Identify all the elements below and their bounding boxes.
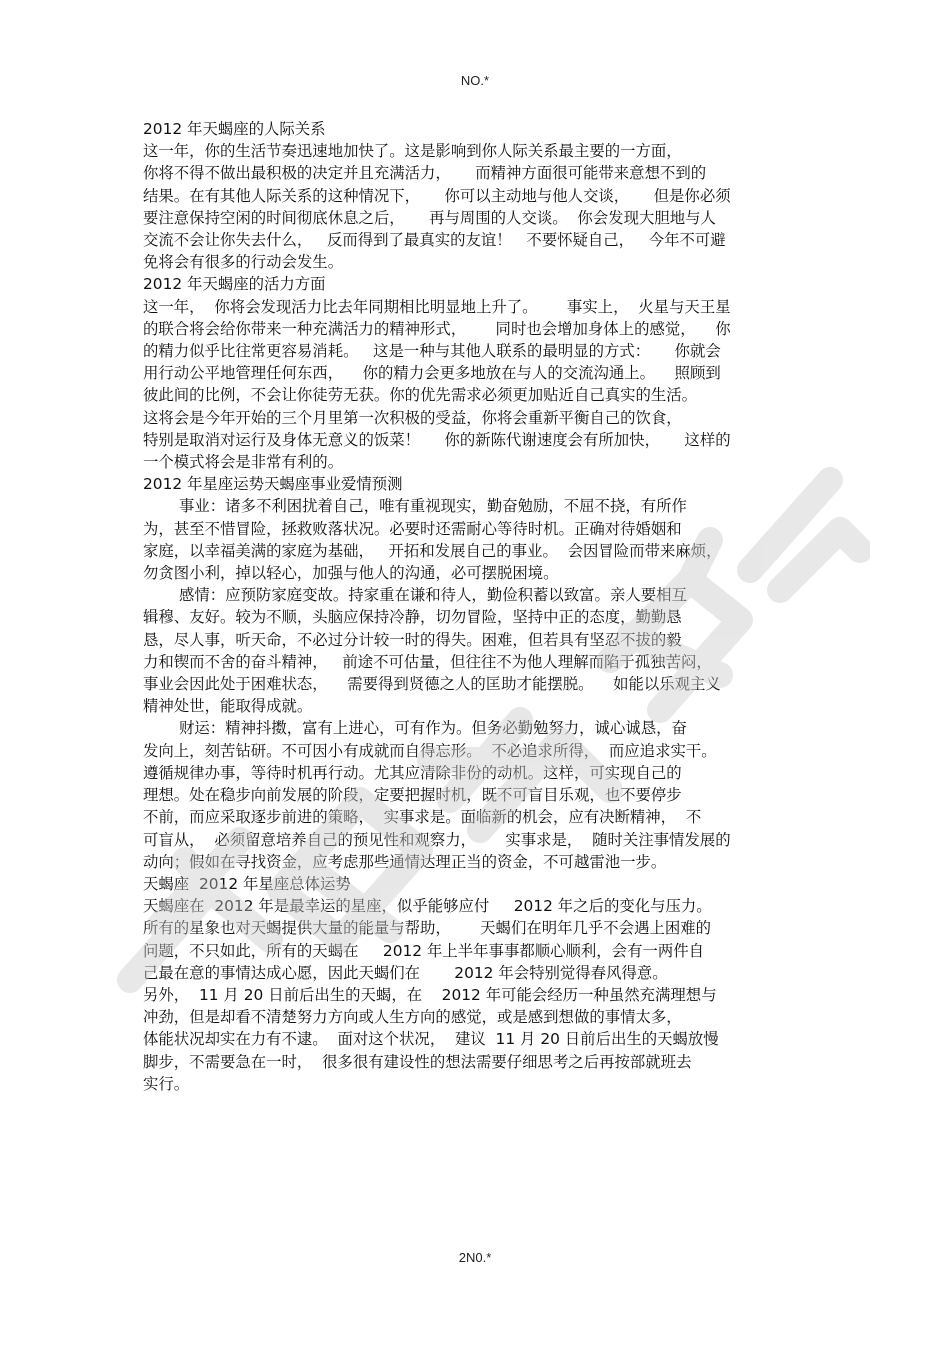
paragraph-line: 己最在意的事情达成心愿，因此天蝎们在 2012 年会特别觉得春风得意。 <box>143 963 668 982</box>
paragraph-line: 免将会有很多的行动会发生。 <box>143 253 344 272</box>
paragraph-line: 这将会是今年开始的三个月里第一次积极的受益，你将会重新平衡自己的饮食， <box>143 408 682 427</box>
paragraph-line: 理想。处在稳步向前发展的阶段，定要把握时机，既不可盲目乐观，也不要停步 <box>143 786 682 805</box>
section-heading-forecast: 2012 年星座运势天蝎座事业爱情预测 <box>143 475 403 494</box>
paragraph-line: 这一年， 你将会发现活力比去年同期相比明显地上升了。 事实上， 火星与天王星 <box>143 297 731 316</box>
love-paragraph-first-line: 感情：应预防家庭变故。持家重在谦和待人，勤俭积蓄以致富。亲人要相互 <box>179 586 687 605</box>
paragraph-line: 冲劲，但是却看不清楚努力方向或人生方向的感觉，或是感到想做的事情太多， <box>143 1008 682 1027</box>
paragraph-line: 的联合将会给你带来一种充满活力的精神形式， 同时也会增加身体上的感觉， 你 <box>143 319 731 338</box>
paragraph-line: 一个模式将会是非常有利的。 <box>143 453 344 472</box>
paragraph-line: 的精力似乎比往常更容易消耗。 这是一种与其他人联系的最明显的方式： 你就会 <box>143 342 721 361</box>
paragraph-line: 事业会因此处于困难状态， 需要得到贤德之人的匡助才能摆脱。 如能以乐观主义 <box>143 675 721 694</box>
paragraph-line: 脚步，不需要急在一时， 很多很有建设性的想法需要仔细思考之后再按部就班去 <box>143 1052 692 1071</box>
section-heading-overall: 天蝎座 2012 年星座总体运势 <box>143 874 351 893</box>
paragraph-line: 为，甚至不惜冒险，拯救败落状况。必要时还需耐心等待时机。正确对待婚姻和 <box>143 519 682 538</box>
paragraph-line: 结果。在有其他人际关系的这种情况下， 你可以主动地与他人交谈， 但是你必须 <box>143 186 731 205</box>
document-body <box>143 118 811 1095</box>
paragraph-line: 体能状况却实在力有不逮。 面对这个状况， 建议 11 月 20 日前后出生的天蝎放慢 <box>143 1030 719 1049</box>
section-heading-social: 2012 年天蝎座的人际关系 <box>143 120 326 138</box>
paragraph-line: 勿贪图小利，掉以轻心，加强与他人的沟通，必可摆脱困境。 <box>143 564 559 583</box>
paragraph-line: 精神处世，能取得成就。 <box>143 697 313 716</box>
paragraph-line: 力和锲而不舍的奋斗精神， 前途不可估量，但往往不为他人理解而陷于孤独苦闷， <box>143 652 712 671</box>
paragraph-line: 实行。 <box>143 1074 190 1093</box>
page-footer: 2N0.* <box>458 1250 492 1265</box>
paragraph-line: 这一年，你的生活节奏迅速地加快了。这是影响到你人际关系最主要的一方面， <box>143 142 682 161</box>
paragraph-line: 特别是取消对运行及身体无意义的饭菜！ 你的新陈代谢速度会有所加快， 这样的 <box>143 430 731 449</box>
paragraph-line: 你将不得不做出最积极的决定并且充满活力， 而精神方面很可能带来意想不到的 <box>143 164 707 183</box>
paragraph-line: 用行动公平地管理任何东西， 你的精力会更多地放在与人的交流沟通上。 照顾到 <box>143 364 721 383</box>
career-paragraph-first-line: 事业：诸多不利困扰着自己，唯有重视现实，勤奋勉励，不屈不挠，有所作 <box>179 497 687 516</box>
paragraph-line: 恳，尽人事，听天命，不必过分计较一时的得失。困难，但若具有坚忍不拔的毅 <box>143 630 682 649</box>
paragraph-line: 要注意保持空闲的时间彻底休息之后， 再与周围的人交谈。 你会发现大胆地与人 <box>143 208 716 227</box>
paragraph-line: 家庭，以幸福美满的家庭为基础， 开拓和发展自己的事业。 会因冒险而带来麻烦， <box>143 541 722 560</box>
paragraph-line: 另外， 11 月 20 日前后出生的天蝎，在 2012 年可能会经历一种虽然充满理想与 <box>143 985 717 1004</box>
paragraph-line: 问题，不只如此，所有的天蝎在 2012 年上半年事事都顺心顺利，会有一两件自 <box>143 941 705 960</box>
paragraph-line: 可盲从， 必须留意培养自己的预见性和观察力， 实事求是， 随时关注事情发展的 <box>143 830 731 849</box>
paragraph-line: 所有的星象也对天蝎提供大量的能量与帮助， 天蝎们在明年几乎不会遇上困难的 <box>143 919 712 938</box>
paragraph-line: 彼此间的比例，不会让你徒劳无获。你的优先需求必须更加贴近自己真实的生活。 <box>143 386 698 405</box>
wealth-paragraph-first-line: 财运：精神抖擞，富有上进心，可有作为。但务必勤勉努力，诚心诚恳，奋 <box>179 719 687 738</box>
paragraph-line: 交流不会让你失去什么， 反而得到了最真实的友谊！ 不要怀疑自己， 今年不可避 <box>143 231 726 250</box>
paragraph-line: 遵循规律办事，等待时机再行动。尤其应清除非份的动机。这样，可实现自己的 <box>143 763 682 782</box>
paragraph-line: 辑穆、友好。较为不顺，头脑应保持冷静，切勿冒险，坚持中正的态度，勤勤恳 <box>143 608 682 627</box>
paragraph-line: 动向；假如在寻找资金，应考虑那些通情达理正当的资金，不可越雷池一步。 <box>143 852 667 871</box>
paragraph-line: 天蝎座在 2012 年是最幸运的星座，似乎能够应付 2012 年之后的变化与压力。 <box>143 897 712 916</box>
section-heading-vitality: 2012 年天蝎座的活力方面 <box>143 275 326 294</box>
paragraph-line: 发向上，刻苦钻研。不可因小有成就而自得忘形。 不必追求所得， 而应追求实干。 <box>143 741 717 760</box>
page-header: NO.* <box>460 73 490 88</box>
paragraph-line: 不前，而应采取逐步前进的策略， 实事求是。面临新的机会，应有决断精神， 不 <box>143 808 702 827</box>
